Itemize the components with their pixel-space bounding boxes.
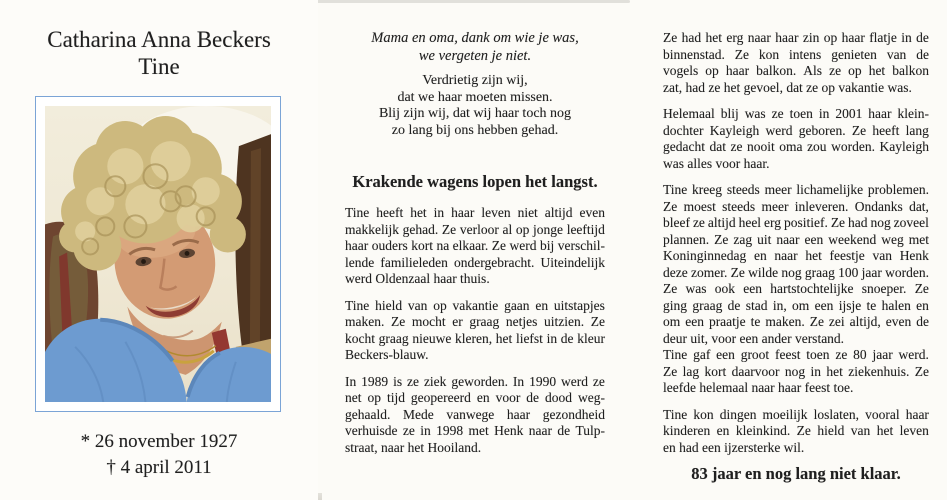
name-line1: Catharina Anna Beckers	[47, 27, 271, 52]
mourning-verse: Verdrietig zijn wij, dat we haar moeten missen. Blij zijn wij, dat wij haar toch nog zo lang bij ons hebben gehad.	[378, 73, 572, 138]
paragraph: Ze had het erg naar haar zin op haar flatje in de binnenstad. Ze kon intens genieten van de vogels op haar balkon. Als ze op het balkon zat, had ze het gevoel, dat ze op vakantie was.	[663, 30, 929, 95]
paragraph: Tine hield van op vakantie gaan en uitstapjes maken. Ze mocht er graag netjes uitzien. Ze kocht graag nieuwe kleren, het liefst in de kleur Beckers-blauw.	[345, 297, 605, 362]
inner-right-page	[663, 0, 929, 484]
photo-furniture-highlight	[250, 148, 261, 345]
motto-heading: Krakende wagens lopen het langst.	[352, 172, 598, 191]
portrait-frame	[35, 96, 281, 412]
portrait-photo	[45, 106, 271, 402]
birth-date: * 26 november 1927	[80, 431, 238, 452]
life-dates	[0, 429, 318, 481]
inner-left-page	[345, 0, 605, 456]
paragraph: Helemaal blij was ze toen in 2001 haar klein- dochter Kayleigh werd geboren. Ze heeft lang gedacht dat ze nooit oma zou worden. Kayleigh was alles voor haar.	[663, 106, 929, 171]
closing-line: 83 jaar en nog lang niet klaar.	[691, 464, 901, 483]
paragraph: In 1989 is ze ziek geworden. In 1990 werd ze net op tijd geopereerd en voor de dood weg- gehaald. Mede vanwege haar gezondheid verhuisde ze in 1998 met Henk naar de Tulp- straat, naar het Hooiland.	[345, 373, 605, 455]
front-cover-panel	[0, 0, 318, 500]
paragraph: Tine kon dingen moeilijk loslaten, vooral haar kinderen en kleinkind. Ze hield van het leven en had een ijzersterke wil.	[663, 406, 929, 455]
paragraph: Tine gaf een groot feest toen ze 80 jaar werd. Ze lag kort daarvoor nog in het ziekenhuis. Ze leefde helemaal naar haar feest toe.	[663, 347, 929, 395]
name-line2: Tine	[138, 54, 180, 79]
death-date: † 4 april 2011	[106, 457, 212, 478]
deceased-name	[0, 26, 318, 80]
paragraph: Tine heeft het in haar leven niet altijd even makkelijk gehad. Ze verloor al op jonge leeftijd haar ouders kort na elkaar. Ze werd bij verschil- lende familieleden ondergebracht. Uiteindelijk werd Oldenzaal haar thuis.	[345, 205, 605, 286]
paragraph: Tine kreeg steeds meer lichamelijke problemen. Ze moest steeds meer inleveren. Ondanks dat, bleef ze altijd heel erg positief. Ze had nog zoveel plannen. Ze zag uit naar een weekend weg met Koninginnedag en naar het feestje van Henk deze zomer. Ze wilde nog graag 100 jaar worden. Ze was ook een hartstochtelijke snoeper. Ze ging graag de stad in, om een ijsje te halen en om een praatje te maken. Ze zei altijd, even de deur uit, voor een ander verstand.	[663, 182, 929, 346]
dedication-verse: Mama en oma, dank om wie je was, we vergeten je niet.	[371, 30, 579, 64]
